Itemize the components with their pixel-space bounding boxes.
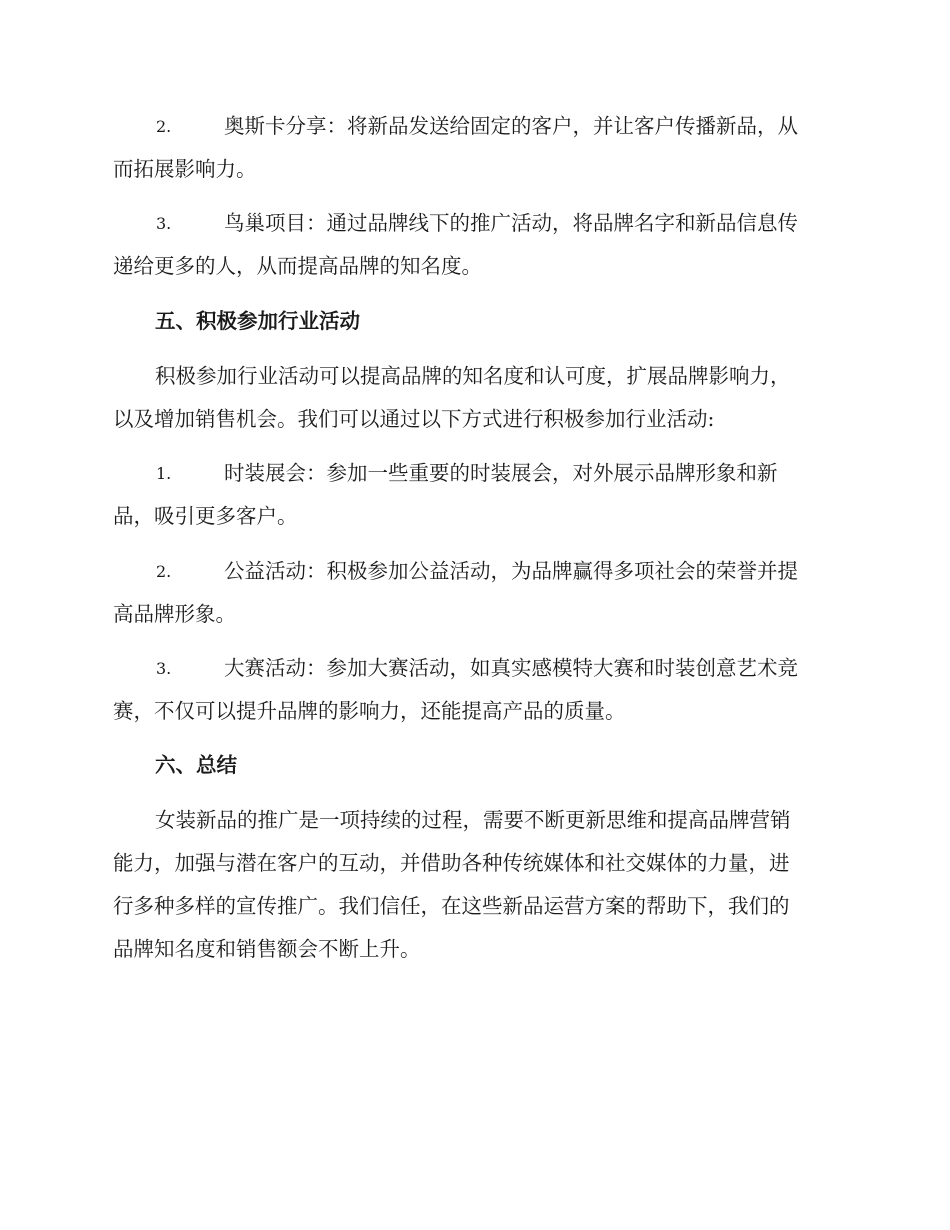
list-item-text-line2: 高品牌形象。 xyxy=(113,602,236,626)
section-5-heading-block xyxy=(113,300,835,343)
list-number: 1. xyxy=(156,464,172,483)
paragraph-line: 行多种多样的宣传推广。我们信任，在这些新品运营方案的帮助下，我们的 xyxy=(113,894,790,918)
list-number: 2. xyxy=(156,562,172,581)
section-heading: 六、总结 xyxy=(155,753,237,777)
paragraph-line: 能力，加强与潜在客户的互动，并借助各种传统媒体和社交媒体的力量，进 xyxy=(113,851,790,875)
list-number: 3. xyxy=(156,214,172,233)
list-item-text-line1: 鸟巢项目：通过品牌线下的推广活动，将品牌名字和新品信息传 xyxy=(224,211,798,235)
list-item-text-line2: 赛，不仅可以提升品牌的影响力，还能提高产品的质量。 xyxy=(113,699,626,723)
list-item-text-line1: 奥斯卡分享：将新品发送给固定的客户，并让客户传播新品，从 xyxy=(224,114,798,138)
list-item-text-line2: 递给更多的人，从而提高品牌的知名度。 xyxy=(113,254,482,278)
section-heading: 五、积极参加行业活动 xyxy=(155,309,360,333)
paragraph-line: 女装新品的推广是一项持续的过程，需要不断更新思维和提高品牌营销 xyxy=(155,808,791,832)
list-item-text-line1: 时装展会：参加一些重要的时装展会，对外展示品牌形象和新 xyxy=(224,461,778,485)
list-number: 2. xyxy=(156,117,172,136)
list-item-bird-nest xyxy=(113,202,835,288)
paragraph-line: 以及增加销售机会。我们可以通过以下方式进行积极参加行业活动: xyxy=(113,407,715,431)
list-item-text-line2: 而拓展影响力。 xyxy=(113,157,257,181)
list-item-fashion-show xyxy=(113,452,835,538)
list-item-oscar-share xyxy=(113,105,835,191)
section-6-heading-block xyxy=(113,744,835,787)
list-item-competition xyxy=(113,647,835,733)
section-6-summary xyxy=(113,799,835,971)
list-item-text-line1: 公益活动：积极参加公益活动，为品牌赢得多项社会的荣誉并提 xyxy=(224,559,798,583)
list-number: 3. xyxy=(156,659,172,678)
section-5-intro xyxy=(113,355,835,441)
list-item-text-line1: 大赛活动：参加大赛活动，如真实感模特大赛和时装创意艺术竞 xyxy=(224,656,798,680)
paragraph-line: 积极参加行业活动可以提高品牌的知名度和认可度，扩展品牌影响力， xyxy=(155,364,791,388)
list-item-text-line2: 品，吸引更多客户。 xyxy=(113,504,298,528)
paragraph-line: 品牌知名度和销售额会不断上升。 xyxy=(113,937,421,961)
list-item-charity xyxy=(113,550,835,636)
